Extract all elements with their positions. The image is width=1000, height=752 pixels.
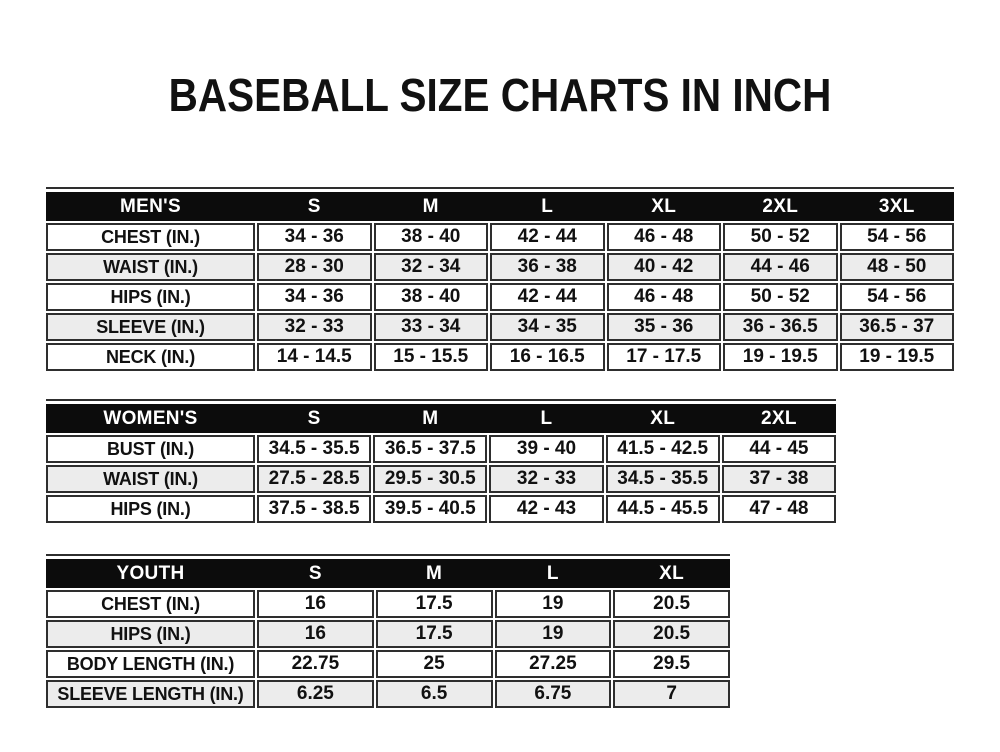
table-row-waist bbox=[46, 465, 836, 493]
table-top-border bbox=[46, 187, 954, 189]
value-cell: 16 bbox=[257, 590, 374, 618]
value-cell: 14 - 14.5 bbox=[257, 343, 372, 371]
value-cell: 17.5 bbox=[376, 620, 493, 648]
header-cell-m: M bbox=[422, 195, 439, 217]
value-cell: 48 - 50 bbox=[840, 253, 955, 281]
youth-table-header-row bbox=[46, 559, 730, 588]
row-label-cell: HIPS (IN.) bbox=[46, 283, 255, 311]
header-cell-xl: XL bbox=[659, 562, 685, 584]
header-cell-l: L bbox=[546, 562, 559, 584]
value-cell: 44.5 - 45.5 bbox=[606, 495, 720, 523]
value-cell: 42 - 43 bbox=[489, 495, 603, 523]
value-cell: 6.5 bbox=[376, 680, 493, 708]
value-cell: 32 - 34 bbox=[374, 253, 489, 281]
value-cell: 16 bbox=[257, 620, 374, 648]
value-cell: 38 - 40 bbox=[374, 283, 489, 311]
womens-size-table bbox=[46, 399, 836, 523]
value-cell: 54 - 56 bbox=[840, 223, 955, 251]
value-cell: 27.5 - 28.5 bbox=[257, 465, 371, 493]
value-cell: 34 - 36 bbox=[257, 223, 372, 251]
table-row-hips bbox=[46, 495, 836, 523]
header-cell-womens: WOMEN'S bbox=[103, 407, 198, 429]
row-label-cell: WAIST (IN.) bbox=[46, 253, 255, 281]
value-cell: 7 bbox=[613, 680, 730, 708]
row-label-cell: BUST (IN.) bbox=[46, 435, 255, 463]
womens-table-header-row bbox=[46, 404, 836, 433]
value-cell: 37 - 38 bbox=[722, 465, 836, 493]
row-label-cell: CHEST (IN.) bbox=[46, 223, 255, 251]
row-label-cell: WAIST (IN.) bbox=[46, 465, 255, 493]
value-cell: 19 - 19.5 bbox=[840, 343, 955, 371]
value-cell: 17.5 bbox=[376, 590, 493, 618]
value-cell: 41.5 - 42.5 bbox=[606, 435, 720, 463]
value-cell: 46 - 48 bbox=[607, 223, 722, 251]
value-cell: 34 - 36 bbox=[257, 283, 372, 311]
value-cell: 15 - 15.5 bbox=[374, 343, 489, 371]
table-row-sleeve-length bbox=[46, 680, 730, 708]
value-cell: 34.5 - 35.5 bbox=[257, 435, 371, 463]
value-cell: 6.25 bbox=[257, 680, 374, 708]
table-row-neck bbox=[46, 343, 954, 371]
row-label-cell: HIPS (IN.) bbox=[46, 495, 255, 523]
header-cell-s: S bbox=[307, 195, 321, 217]
value-cell: 16 - 16.5 bbox=[490, 343, 605, 371]
header-cell-xl: XL bbox=[651, 195, 677, 217]
value-cell: 29.5 bbox=[613, 650, 730, 678]
table-top-border bbox=[46, 399, 836, 401]
row-label-cell: CHEST (IN.) bbox=[46, 590, 255, 618]
value-cell: 54 - 56 bbox=[840, 283, 955, 311]
page-title: BASEBALL SIZE CHARTS IN INCH bbox=[168, 69, 832, 121]
table-row-chest bbox=[46, 590, 730, 618]
value-cell: 38 - 40 bbox=[374, 223, 489, 251]
header-cell-s: S bbox=[307, 407, 321, 429]
value-cell: 40 - 42 bbox=[607, 253, 722, 281]
mens-table-header-row bbox=[46, 192, 954, 221]
value-cell: 44 - 46 bbox=[723, 253, 838, 281]
header-cell-m: M bbox=[422, 407, 439, 429]
value-cell: 47 - 48 bbox=[722, 495, 836, 523]
value-cell: 28 - 30 bbox=[257, 253, 372, 281]
table-row-hips bbox=[46, 283, 954, 311]
row-label-cell: BODY LENGTH (IN.) bbox=[46, 650, 255, 678]
value-cell: 39 - 40 bbox=[489, 435, 603, 463]
header-cell-2xl: 2XL bbox=[762, 195, 799, 217]
value-cell: 36.5 - 37.5 bbox=[373, 435, 487, 463]
row-label-cell: NECK (IN.) bbox=[46, 343, 255, 371]
table-row-bust bbox=[46, 435, 836, 463]
value-cell: 34.5 - 35.5 bbox=[606, 465, 720, 493]
row-label-cell: SLEEVE (IN.) bbox=[46, 313, 255, 341]
header-cell-xl: XL bbox=[650, 407, 676, 429]
value-cell: 32 - 33 bbox=[257, 313, 372, 341]
value-cell: 36 - 38 bbox=[490, 253, 605, 281]
value-cell: 34 - 35 bbox=[490, 313, 605, 341]
header-cell-l: L bbox=[540, 407, 553, 429]
value-cell: 25 bbox=[376, 650, 493, 678]
table-row-waist bbox=[46, 253, 954, 281]
table-top-border bbox=[46, 554, 730, 556]
value-cell: 50 - 52 bbox=[723, 223, 838, 251]
header-cell-2xl: 2XL bbox=[761, 407, 797, 429]
mens-size-table bbox=[46, 187, 954, 371]
value-cell: 32 - 33 bbox=[489, 465, 603, 493]
table-row-chest bbox=[46, 223, 954, 251]
value-cell: 20.5 bbox=[613, 590, 730, 618]
value-cell: 39.5 - 40.5 bbox=[373, 495, 487, 523]
value-cell: 29.5 - 30.5 bbox=[373, 465, 487, 493]
value-cell: 33 - 34 bbox=[374, 313, 489, 341]
row-label-cell: HIPS (IN.) bbox=[46, 620, 255, 648]
value-cell: 19 bbox=[495, 620, 612, 648]
value-cell: 36.5 - 37 bbox=[840, 313, 955, 341]
value-cell: 35 - 36 bbox=[607, 313, 722, 341]
value-cell: 36 - 36.5 bbox=[723, 313, 838, 341]
value-cell: 50 - 52 bbox=[723, 283, 838, 311]
value-cell: 22.75 bbox=[257, 650, 374, 678]
value-cell: 19 bbox=[495, 590, 612, 618]
row-label-cell: SLEEVE LENGTH (IN.) bbox=[46, 680, 255, 708]
value-cell: 17 - 17.5 bbox=[607, 343, 722, 371]
header-cell-youth: YOUTH bbox=[116, 562, 185, 584]
value-cell: 20.5 bbox=[613, 620, 730, 648]
youth-size-table bbox=[46, 554, 730, 708]
value-cell: 44 - 45 bbox=[722, 435, 836, 463]
value-cell: 42 - 44 bbox=[490, 223, 605, 251]
value-cell: 19 - 19.5 bbox=[723, 343, 838, 371]
header-cell-m: M bbox=[426, 562, 443, 584]
table-row-body-length bbox=[46, 650, 730, 678]
value-cell: 37.5 - 38.5 bbox=[257, 495, 371, 523]
table-row-hips bbox=[46, 620, 730, 648]
value-cell: 6.75 bbox=[495, 680, 612, 708]
header-cell-l: L bbox=[541, 195, 554, 217]
value-cell: 27.25 bbox=[495, 650, 612, 678]
value-cell: 46 - 48 bbox=[607, 283, 722, 311]
header-cell-mens: MEN'S bbox=[120, 195, 181, 217]
value-cell: 42 - 44 bbox=[490, 283, 605, 311]
table-row-sleeve bbox=[46, 313, 954, 341]
header-cell-3xl: 3XL bbox=[878, 195, 915, 217]
header-cell-s: S bbox=[308, 562, 322, 584]
